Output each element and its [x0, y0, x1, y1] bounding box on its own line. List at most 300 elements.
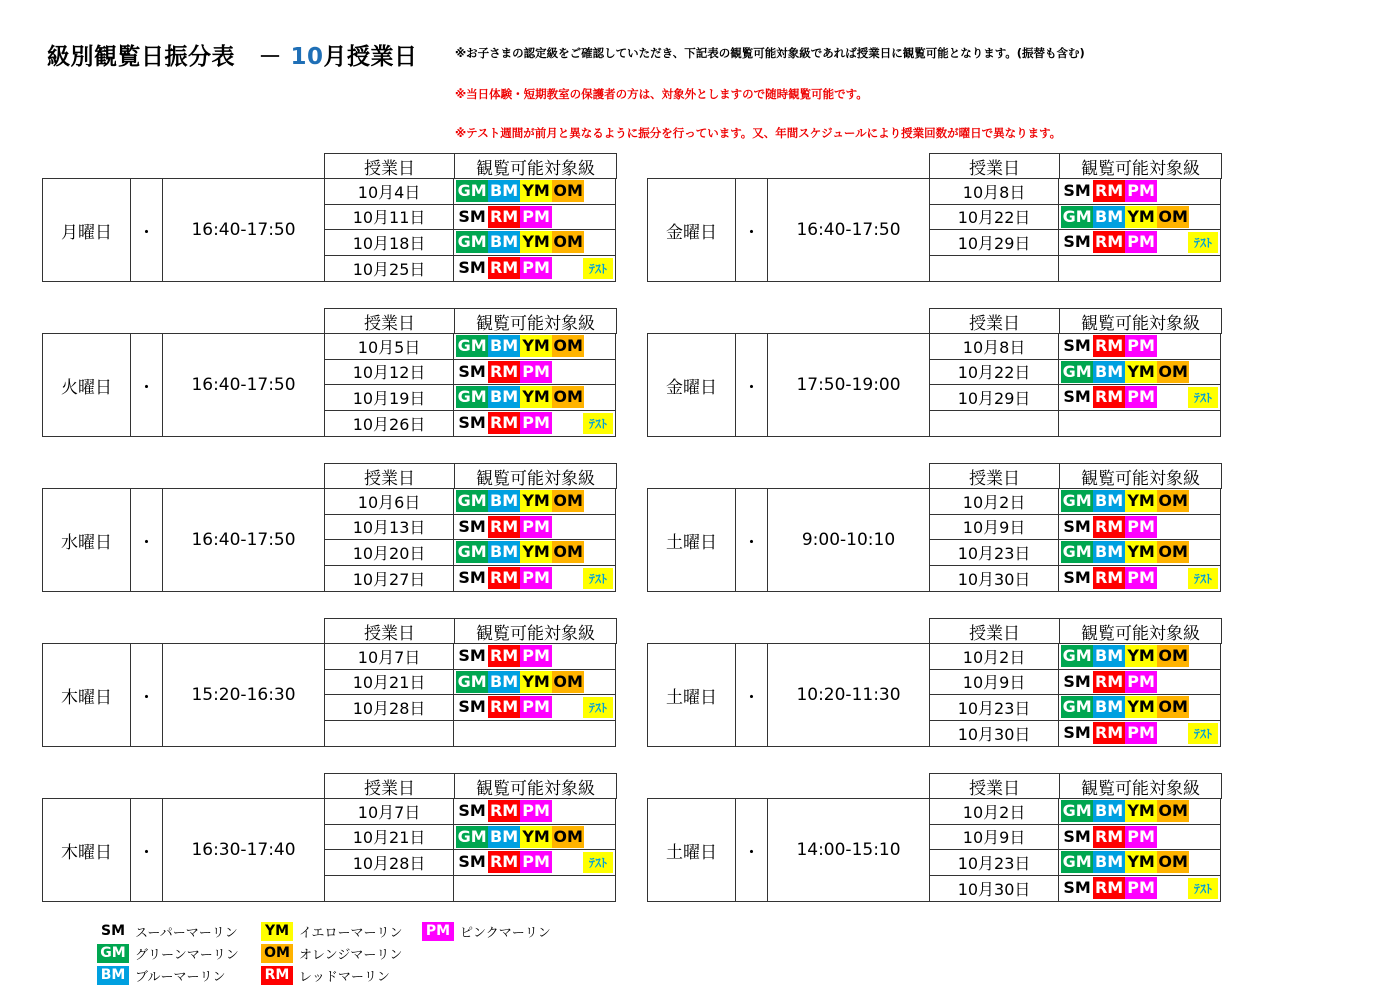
class-date: 10月29日	[930, 230, 1059, 255]
level-badge-sm: SM	[456, 516, 488, 538]
weekday-cell: 土曜日	[648, 644, 736, 746]
table-row	[930, 411, 1220, 437]
date-rows	[930, 179, 1220, 281]
class-date: 10月23日	[930, 850, 1059, 875]
weekday-cell: 火曜日	[43, 334, 131, 436]
level-badge-bm: BM	[490, 491, 519, 511]
legend-item	[261, 922, 402, 941]
level-badge-gm: GM	[457, 387, 487, 407]
legend-label: ピンクマーリン	[460, 926, 551, 941]
level-badge-rm: RM	[489, 646, 519, 666]
header-class-date: 授業日	[324, 773, 455, 799]
level-badge-ym: YM	[1125, 645, 1157, 667]
schedule-body	[647, 643, 1221, 747]
weekday-cell: 月曜日	[43, 179, 131, 281]
level-badge-gm: GM	[457, 336, 487, 356]
level-badge-rm: RM	[1094, 878, 1124, 898]
level-badge-om: OM	[553, 181, 583, 201]
viewable-levels	[1059, 721, 1220, 747]
viewable-levels	[1059, 566, 1220, 592]
header-class-date: 授業日	[929, 308, 1060, 334]
level-badge-bm: BM	[1095, 697, 1124, 717]
viewable-levels	[1059, 876, 1220, 902]
header-viewable-levels: 観覧可能対象級	[455, 463, 617, 489]
test-badge: ﾃｽﾄ	[583, 568, 613, 589]
test-badge: ﾃｽﾄ	[1188, 232, 1218, 253]
title-main: 級別観覧日振分表 －	[47, 44, 291, 70]
level-badge-om: OM	[1158, 491, 1188, 511]
table-row	[325, 515, 615, 541]
date-rows	[325, 334, 615, 436]
time-cell: 16:40-17:50	[768, 179, 930, 281]
table-row	[325, 850, 615, 876]
level-badge-ym: YM	[520, 335, 552, 357]
header-class-date: 授業日	[324, 308, 455, 334]
table-row	[325, 670, 615, 696]
viewable-levels	[1059, 179, 1220, 204]
level-badge-sm: SM	[1061, 826, 1093, 848]
class-date: 10月12日	[325, 360, 454, 385]
viewable-levels	[1059, 670, 1220, 695]
level-badge-gm: GM	[457, 181, 487, 201]
class-date: 10月13日	[325, 515, 454, 540]
class-date: 10月7日	[325, 644, 454, 669]
table-header	[324, 463, 617, 489]
dot-cell: ・	[736, 334, 768, 436]
level-badge-pm: PM	[520, 206, 552, 228]
level-badge-bm: BM	[490, 181, 519, 201]
table-row	[325, 876, 615, 902]
level-badge-rm: RM	[1094, 826, 1124, 846]
class-date: 10月29日	[930, 385, 1059, 410]
class-date: 10月30日	[930, 876, 1059, 902]
level-badge-om: OM	[1158, 852, 1188, 872]
viewable-levels	[1059, 230, 1220, 255]
level-badge-om: OM	[1158, 361, 1188, 381]
viewable-levels	[1059, 644, 1220, 669]
level-badge-rm: RM	[489, 568, 519, 588]
legend-label: イエローマーリン	[299, 926, 403, 941]
dot-cell: ・	[736, 644, 768, 746]
legend-item	[422, 922, 551, 941]
viewable-levels	[454, 566, 615, 592]
time-cell: 16:40-17:50	[163, 489, 325, 591]
level-badge-rm: RM	[489, 206, 519, 226]
class-date: 10月2日	[930, 489, 1059, 514]
level-badge-rm: RM	[489, 516, 519, 536]
time-cell: 15:20-16:30	[163, 644, 325, 746]
legend-badge-gm: GM	[97, 944, 129, 963]
table-header	[929, 618, 1222, 644]
viewable-levels	[454, 695, 615, 720]
level-badge-om: OM	[553, 542, 583, 562]
level-badge-rm: RM	[1094, 723, 1124, 743]
viewable-levels	[454, 179, 615, 204]
table-row	[325, 695, 615, 721]
date-rows	[325, 799, 615, 901]
time-cell: 16:40-17:50	[163, 179, 325, 281]
table-row	[930, 644, 1220, 670]
viewable-levels	[454, 799, 615, 824]
level-badge-om: OM	[553, 491, 583, 511]
class-date: 10月23日	[930, 695, 1059, 720]
legend-item	[261, 966, 390, 985]
dot-cell: ・	[131, 334, 163, 436]
level-badge-gm: GM	[457, 826, 487, 846]
weekday-cell: 木曜日	[43, 799, 131, 901]
level-badge-gm: GM	[1062, 697, 1092, 717]
viewable-levels	[1059, 850, 1220, 875]
viewable-levels	[454, 876, 615, 902]
table-row	[930, 721, 1220, 747]
level-badge-bm: BM	[490, 671, 519, 691]
level-badge-sm: SM	[1061, 877, 1093, 899]
date-rows	[325, 489, 615, 591]
header-viewable-levels: 観覧可能対象級	[1060, 773, 1222, 799]
level-badge-sm: SM	[1061, 516, 1093, 538]
level-badge-gm: GM	[457, 232, 487, 252]
table-row	[325, 411, 615, 437]
time-cell: 9:00-10:10	[768, 489, 930, 591]
level-badge-sm: SM	[456, 800, 488, 822]
viewable-levels	[1059, 695, 1220, 720]
level-badge-pm: PM	[1125, 516, 1157, 538]
legend-badge-ym: YM	[261, 922, 293, 941]
header-class-date: 授業日	[929, 773, 1060, 799]
class-date: 10月21日	[325, 670, 454, 695]
level-badge-gm: GM	[1062, 801, 1092, 821]
viewable-levels	[1059, 334, 1220, 359]
table-row	[325, 566, 615, 592]
level-badge-sm: SM	[456, 851, 488, 873]
level-badge-pm: PM	[520, 361, 552, 383]
class-date: 10月11日	[325, 205, 454, 230]
level-badge-pm: PM	[1125, 386, 1157, 408]
viewable-levels	[1059, 385, 1220, 410]
table-header	[929, 773, 1222, 799]
level-badge-sm: SM	[456, 361, 488, 383]
schedule-body	[647, 333, 1221, 437]
test-badge: ﾃｽﾄ	[583, 852, 613, 873]
header-class-date: 授業日	[324, 153, 455, 179]
viewable-levels	[1059, 411, 1220, 437]
viewable-levels	[454, 644, 615, 669]
viewable-levels	[454, 670, 615, 695]
table-header	[324, 773, 617, 799]
level-badge-sm: SM	[456, 645, 488, 667]
level-badge-pm: PM	[520, 567, 552, 589]
date-rows	[325, 179, 615, 281]
date-rows	[930, 799, 1220, 901]
level-badge-gm: GM	[457, 542, 487, 562]
table-row	[930, 670, 1220, 696]
viewable-levels	[1059, 256, 1220, 282]
level-badge-rm: RM	[489, 697, 519, 717]
table-row	[930, 360, 1220, 386]
legend-label: レッドマーリン	[299, 970, 390, 985]
level-badge-bm: BM	[490, 232, 519, 252]
dot-cell: ・	[736, 799, 768, 901]
header-class-date: 授業日	[929, 463, 1060, 489]
level-badge-pm: PM	[520, 696, 552, 718]
table-row	[325, 360, 615, 386]
legend-item	[261, 944, 402, 963]
level-badge-om: OM	[1158, 697, 1188, 717]
level-badge-bm: BM	[490, 336, 519, 356]
legend-label: オレンジマーリン	[299, 948, 403, 963]
level-badge-sm: SM	[1061, 231, 1093, 253]
level-badge-pm: PM	[520, 851, 552, 873]
class-date	[325, 876, 454, 902]
class-date: 10月2日	[930, 799, 1059, 824]
schedule-body	[647, 488, 1221, 592]
class-date: 10月4日	[325, 179, 454, 204]
weekday-cell: 土曜日	[648, 489, 736, 591]
class-date: 10月18日	[325, 230, 454, 255]
level-badge-pm: PM	[1125, 826, 1157, 848]
legend-label: グリーンマーリン	[135, 948, 239, 963]
viewable-levels	[454, 205, 615, 230]
level-badge-gm: GM	[457, 671, 487, 691]
class-date: 10月9日	[930, 825, 1059, 850]
schedule-block	[647, 463, 1221, 594]
class-date: 10月28日	[325, 850, 454, 875]
test-badge: ﾃｽﾄ	[1188, 387, 1218, 408]
level-badge-ym: YM	[1125, 696, 1157, 718]
level-badge-sm: SM	[1061, 567, 1093, 589]
table-row	[930, 695, 1220, 721]
table-row	[325, 540, 615, 566]
header-viewable-levels: 観覧可能対象級	[1060, 308, 1222, 334]
level-badge-ym: YM	[520, 386, 552, 408]
test-badge: ﾃｽﾄ	[1188, 878, 1218, 899]
schedule-body	[42, 178, 616, 282]
header-viewable-levels: 観覧可能対象級	[455, 618, 617, 644]
time-cell: 17:50-19:00	[768, 334, 930, 436]
legend-badge-rm: RM	[261, 966, 293, 985]
schedule-body	[42, 643, 616, 747]
schedule-block	[42, 308, 616, 439]
viewable-levels	[454, 489, 615, 514]
class-date: 10月8日	[930, 334, 1059, 359]
viewable-levels	[454, 515, 615, 540]
level-badge-ym: YM	[520, 231, 552, 253]
level-badge-pm: PM	[520, 516, 552, 538]
level-badge-sm: SM	[1061, 671, 1093, 693]
legend-item	[97, 944, 239, 963]
schedule-block	[42, 773, 616, 904]
table-row	[325, 205, 615, 231]
level-badge-pm: PM	[1125, 231, 1157, 253]
class-date	[930, 411, 1059, 437]
level-badge-rm: RM	[1094, 516, 1124, 536]
header-viewable-levels: 観覧可能対象級	[455, 308, 617, 334]
level-badge-pm: PM	[520, 800, 552, 822]
dot-cell: ・	[131, 179, 163, 281]
table-header	[929, 308, 1222, 334]
viewable-levels	[1059, 360, 1220, 385]
level-badge-gm: GM	[457, 491, 487, 511]
dot-cell: ・	[131, 489, 163, 591]
table-row	[930, 205, 1220, 231]
dot-cell: ・	[736, 179, 768, 281]
level-badge-ym: YM	[520, 490, 552, 512]
viewable-levels	[454, 411, 615, 437]
class-date: 10月22日	[930, 360, 1059, 385]
legend-badge-sm: SM	[97, 922, 129, 941]
legend-badge-pm: PM	[422, 922, 454, 941]
test-badge: ﾃｽﾄ	[583, 697, 613, 718]
class-date: 10月30日	[930, 721, 1059, 747]
class-date: 10月9日	[930, 515, 1059, 540]
level-badge-ym: YM	[520, 180, 552, 202]
level-badge-pm: PM	[1125, 180, 1157, 202]
header-viewable-levels: 観覧可能対象級	[1060, 618, 1222, 644]
class-date: 10月26日	[325, 411, 454, 437]
viewable-levels	[454, 230, 615, 255]
class-date: 10月30日	[930, 566, 1059, 592]
level-badge-bm: BM	[1095, 801, 1124, 821]
header-class-date: 授業日	[929, 153, 1060, 179]
header-viewable-levels: 観覧可能対象級	[455, 153, 617, 179]
schedule-block	[647, 153, 1221, 284]
legend-label: スーパーマーリン	[135, 926, 238, 941]
level-badge-gm: GM	[1062, 206, 1092, 226]
level-badge-om: OM	[553, 671, 583, 691]
level-badge-sm: SM	[456, 567, 488, 589]
class-date: 10月5日	[325, 334, 454, 359]
class-date: 10月6日	[325, 489, 454, 514]
class-date: 10月19日	[325, 385, 454, 410]
level-badge-gm: GM	[1062, 852, 1092, 872]
viewable-levels	[1059, 515, 1220, 540]
schedule-block	[647, 773, 1221, 904]
weekday-cell: 土曜日	[648, 799, 736, 901]
table-row	[325, 256, 615, 282]
viewable-levels	[454, 334, 615, 359]
level-badge-rm: RM	[489, 801, 519, 821]
dot-cell: ・	[131, 799, 163, 901]
level-badge-bm: BM	[490, 826, 519, 846]
level-badge-sm: SM	[1061, 722, 1093, 744]
schedule-block	[647, 308, 1221, 439]
dot-cell: ・	[736, 489, 768, 591]
title-tail: 月授業日	[323, 44, 418, 70]
table-row	[930, 540, 1220, 566]
viewable-levels	[1059, 205, 1220, 230]
level-badge-rm: RM	[1094, 671, 1124, 691]
level-badge-pm: PM	[1125, 671, 1157, 693]
table-row	[325, 385, 615, 411]
dot-cell: ・	[131, 644, 163, 746]
legend-item	[97, 922, 238, 941]
level-badge-pm: PM	[520, 257, 552, 279]
class-date: 10月8日	[930, 179, 1059, 204]
table-row	[325, 179, 615, 205]
schedule-block	[647, 618, 1221, 749]
schedule-body	[42, 798, 616, 902]
level-badge-pm: PM	[1125, 567, 1157, 589]
class-date	[325, 721, 454, 747]
viewable-levels	[454, 850, 615, 875]
class-date: 10月7日	[325, 799, 454, 824]
level-badge-rm: RM	[1094, 568, 1124, 588]
table-header	[324, 618, 617, 644]
schedule-block	[42, 153, 616, 284]
level-badge-bm: BM	[1095, 491, 1124, 511]
viewable-levels	[454, 721, 615, 747]
header-viewable-levels: 観覧可能対象級	[1060, 463, 1222, 489]
date-rows	[930, 489, 1220, 591]
viewable-levels	[1059, 489, 1220, 514]
level-badge-ym: YM	[520, 826, 552, 848]
table-row	[930, 825, 1220, 851]
level-badge-sm: SM	[456, 206, 488, 228]
note-trial-parents: ※当日体験・短期教室の保護者の方は、対象外としますので随時観覧可能です。	[455, 87, 868, 101]
level-badge-sm: SM	[456, 696, 488, 718]
level-badge-pm: PM	[1125, 722, 1157, 744]
level-badge-ym: YM	[520, 541, 552, 563]
viewable-levels	[454, 256, 615, 282]
level-badge-om: OM	[1158, 206, 1188, 226]
level-badge-om: OM	[1158, 646, 1188, 666]
level-badge-om: OM	[553, 336, 583, 356]
level-badge-bm: BM	[1095, 646, 1124, 666]
table-row	[930, 489, 1220, 515]
class-date: 10月23日	[930, 540, 1059, 565]
level-badge-rm: RM	[489, 258, 519, 278]
class-date: 10月25日	[325, 256, 454, 282]
schedule-body	[42, 488, 616, 592]
level-badge-bm: BM	[1095, 206, 1124, 226]
table-row	[930, 230, 1220, 256]
header-viewable-levels: 観覧可能対象級	[1060, 153, 1222, 179]
time-cell: 14:00-15:10	[768, 799, 930, 901]
level-badge-ym: YM	[1125, 800, 1157, 822]
schedule-body	[42, 333, 616, 437]
table-row	[325, 799, 615, 825]
viewable-levels	[1059, 825, 1220, 850]
level-badge-ym: YM	[1125, 851, 1157, 873]
level-badge-om: OM	[1158, 801, 1188, 821]
table-row	[325, 334, 615, 360]
level-badge-om: OM	[553, 232, 583, 252]
level-badge-sm: SM	[1061, 180, 1093, 202]
schedule-body	[647, 798, 1221, 902]
class-date: 10月21日	[325, 825, 454, 850]
viewable-levels	[454, 385, 615, 410]
table-row	[325, 489, 615, 515]
test-badge: ﾃｽﾄ	[583, 413, 613, 434]
viewable-levels	[454, 825, 615, 850]
level-badge-om: OM	[1158, 542, 1188, 562]
level-badge-gm: GM	[1062, 542, 1092, 562]
time-cell: 16:40-17:50	[163, 334, 325, 436]
table-row	[325, 721, 615, 747]
level-badge-rm: RM	[489, 852, 519, 872]
header-class-date: 授業日	[324, 618, 455, 644]
table-row	[930, 334, 1220, 360]
level-badge-rm: RM	[1094, 387, 1124, 407]
level-badge-sm: SM	[456, 412, 488, 434]
level-badge-sm: SM	[1061, 386, 1093, 408]
viewable-levels	[454, 360, 615, 385]
schedule-block	[42, 463, 616, 594]
legend-badge-om: OM	[261, 944, 293, 963]
level-badge-sm: SM	[456, 257, 488, 279]
legend-label: ブルーマーリン	[135, 970, 226, 985]
table-header	[929, 153, 1222, 179]
